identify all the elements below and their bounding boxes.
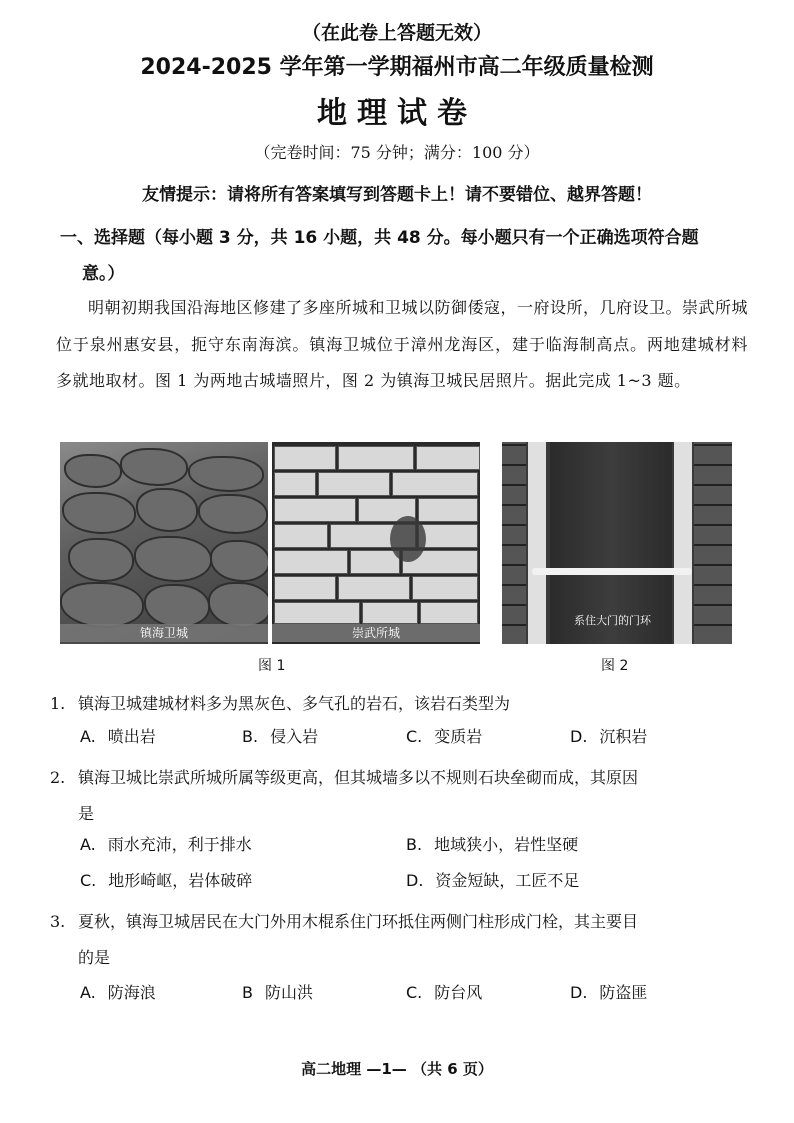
- time-info: （完卷时间：75 分钟；满分：100 分）: [254, 143, 540, 162]
- question-3: [50, 904, 750, 976]
- question-stem: 镇海卫城比崇武所城所属等级更高，但其城墙多以不规则石块垒砌而成，其原因: [78, 768, 639, 787]
- option-d[interactable]: D. 防盗匪: [570, 983, 648, 1002]
- figure2-label: 图 2: [601, 658, 629, 674]
- section-heading: [60, 220, 750, 292]
- wooden-bar: [532, 568, 692, 575]
- option-a[interactable]: A. 喷出岩: [80, 727, 156, 746]
- question-number: 2.: [50, 768, 66, 787]
- option-d[interactable]: D. 资金短缺，工匠不足: [406, 871, 580, 890]
- exam-title: 2024-2025 学年第一学期福州市高二年级质量检测: [140, 55, 654, 80]
- zhenhai-wall-photo: [60, 442, 268, 644]
- question-1: [50, 686, 750, 722]
- option-a[interactable]: A. 防海浪: [80, 983, 156, 1002]
- question-stem: 镇海卫城建城材料多为黑灰色、多气孔的岩石，该岩石类型为: [78, 694, 511, 713]
- reading-passage: 明朝初期我国沿海地区修建了多座所城和卫城以防御倭寇，一府设所，几府设卫。崇武所城位于泉州惠安县，扼守东南海滨。镇海卫城位于漳州龙海区，建于临海制高点。两地建城材料多就地取材。图 1 为两地古城墙照片，图 2 为镇海卫城民居照片。据此完成 1~3 题。: [56, 298, 749, 390]
- photo1-caption: 镇海卫城: [60, 624, 268, 642]
- invalid-answer-notice: （在此卷上答题无效）: [301, 22, 492, 44]
- figure1-label: 图 1: [258, 658, 286, 674]
- page-footer: 高二地理 —1— （共 6 页）: [301, 1060, 493, 1078]
- option-c[interactable]: C. 地形崎岖，岩体破碎: [80, 871, 253, 890]
- section-heading-line1: 一、选择题（每小题 3 分，共 16 小题，共 48 分。每小题只有一个正确选项符合题: [60, 228, 699, 248]
- option-d[interactable]: D. 沉积岩: [570, 727, 648, 746]
- option-b[interactable]: B. 侵入岩: [242, 727, 319, 746]
- option-c[interactable]: C. 变质岩: [406, 727, 483, 746]
- chongwu-wall-photo: [272, 442, 480, 644]
- option-b[interactable]: B 防山洪: [242, 983, 313, 1002]
- door-latch-photo: [502, 442, 732, 644]
- question-number: 3.: [50, 912, 66, 931]
- question-number: 1.: [50, 694, 66, 713]
- question-stem: 夏秋，镇海卫城居民在大门外用木棍系住门环抵住两侧门柱形成门栓，其主要目: [78, 912, 639, 931]
- section-heading-line2: 意。）: [82, 264, 125, 284]
- option-a[interactable]: A. 雨水充沛，利于排水: [80, 835, 252, 854]
- option-b[interactable]: B. 地域狭小，岩性坚硬: [406, 835, 579, 854]
- question-stem-continued: 是: [78, 804, 95, 823]
- photo2-caption: 崇武所城: [272, 624, 480, 642]
- subject-title: 地理试卷: [317, 96, 477, 131]
- question-stem-continued: 的是: [78, 948, 111, 967]
- friendly-tip: 友情提示：请将所有答案填写到答题卡上！请不要错位、越界答题！: [142, 185, 652, 205]
- question-2: [50, 760, 750, 832]
- photo3-caption: 系住大门的门环: [574, 614, 651, 627]
- option-c[interactable]: C. 防台风: [406, 983, 483, 1002]
